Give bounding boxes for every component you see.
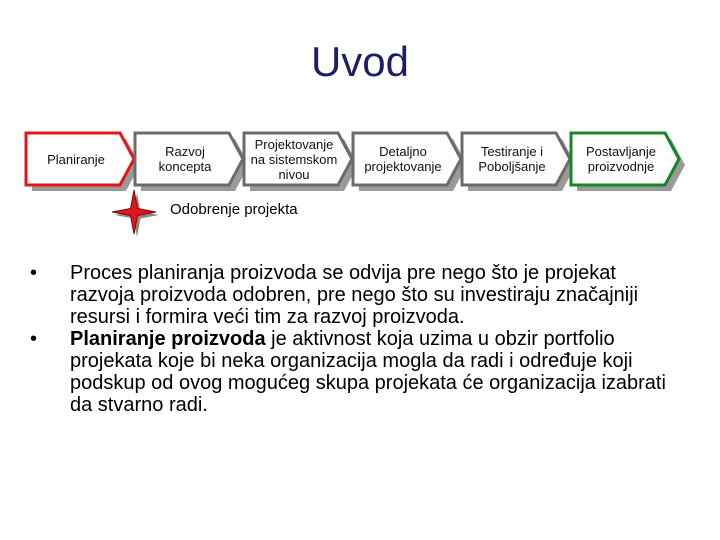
stage-label-3: Projektovanje na sistemskom nivou <box>250 136 338 182</box>
stage-label-1: Planiranje <box>47 151 105 167</box>
bullet-item-2: • Planiranje proizvoda je aktivnost koja uzima u obzir portfolio projekata koje bi neka organizacija mogla da radi i određuje koji podskup od ovog mogućeg skupa projekata će organizacija izabrati da stvarno radi. <box>30 328 670 416</box>
stage-label-4: Detaljno projektovanje <box>364 144 442 174</box>
bullet-term: Planiranje proizvoda <box>70 328 266 350</box>
approval-label: Odobrenje projekta <box>170 201 298 218</box>
four-point-star-icon <box>112 190 156 234</box>
stage-label-6: Postavljanje proizvodnje <box>585 144 657 174</box>
bullet-list <box>30 262 670 416</box>
stage-label-2: Razvoj koncepta <box>158 144 212 174</box>
stage-label-5: Testiranje i Poboljšanje <box>478 144 546 174</box>
bullet-item-1: • Proces planiranja proizvoda se odvija pre nego što je projekat razvoja proizvoda odobren, pre nego što su investiraju značajniji resursi i formira veći tim za razvoj proizvoda. <box>30 262 670 328</box>
page-title: Uvod <box>310 38 410 85</box>
